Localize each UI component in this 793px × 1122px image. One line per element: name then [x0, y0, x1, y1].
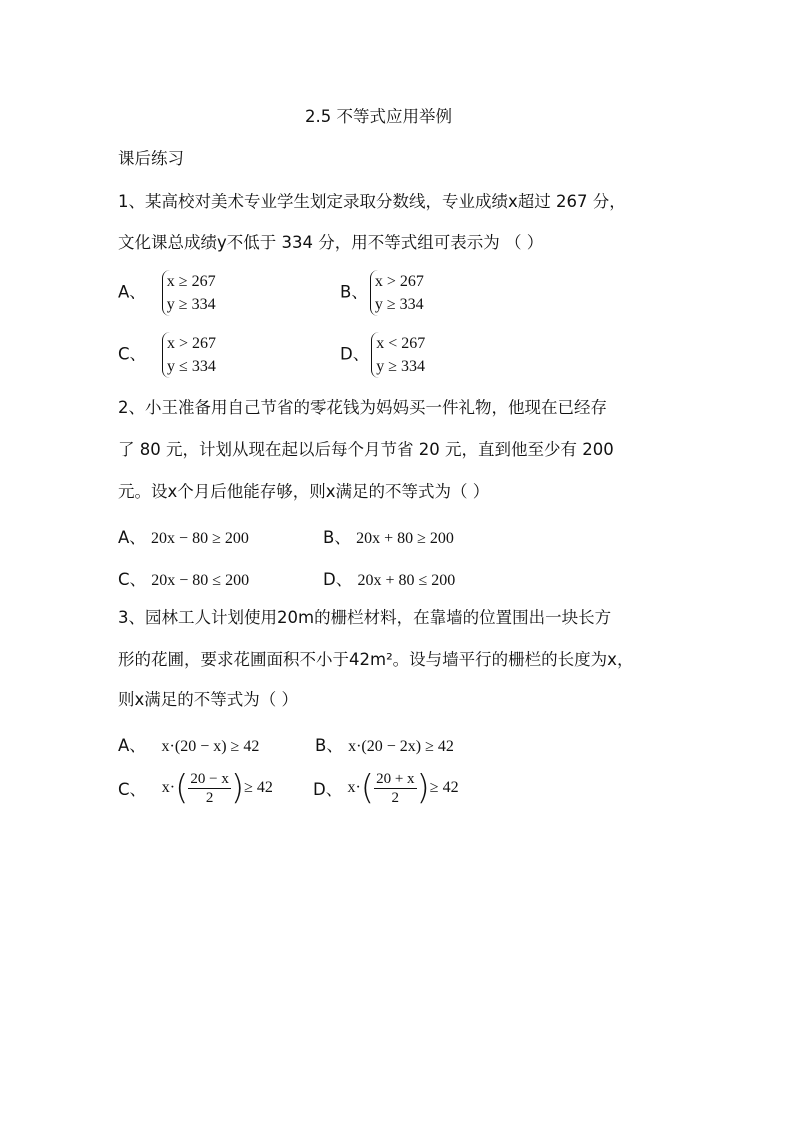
q1-option-d [340, 332, 425, 378]
q2-option-a [118, 524, 249, 548]
fraction-denominator: 2 [205, 789, 214, 806]
option-label: C、 [118, 570, 147, 589]
option-label: B、 [323, 528, 351, 547]
option-label: A、 [118, 528, 146, 547]
q1-option-a [118, 270, 216, 316]
q3-option-c: C、 x·( $\frac{20 - x}{2}$ )≥ 42 [118, 768, 273, 808]
q3-text-line2: 形的花圃，要求花圃面积不小于42m²。设与墙平行的栅栏的长度为x， [118, 650, 634, 669]
q3-text-line3: 则x满足的不等式为（ ） [118, 690, 299, 709]
q3-option-b [315, 732, 454, 756]
q2-text-line1: 2、小王准备用自己节省的零花钱为妈妈买一件礼物，他现在已经存 [118, 398, 607, 417]
option-expr: 20x − 80 ≥ 200 [151, 530, 249, 547]
option-label: C、 [118, 780, 147, 799]
option-expr: x·(20 − x) ≥ 42 [161, 738, 260, 755]
q1-text-line1: 1、某高校对美术专业学生划定录取分数线，专业成绩x超过 267 分， [118, 192, 626, 211]
sys-row: y ≥ 334 [376, 358, 425, 375]
option-expr: x· [161, 779, 176, 796]
option-label: D、 [313, 780, 343, 799]
option-label: C、 [118, 344, 147, 364]
option-label: D、 [340, 344, 370, 364]
fraction-numerator: 20 − x [190, 770, 229, 787]
option-expr: ≥ 42 [429, 779, 459, 796]
option-label: B、 [340, 282, 368, 302]
fraction-numerator: 20 + x [376, 770, 415, 787]
q2-option-b [323, 524, 454, 548]
q2-text-line2: 了 80 元，计划从现在起以后每个月节省 20 元，直到他至少有 200 [118, 440, 614, 459]
option-expr: 20x + 80 ≥ 200 [356, 530, 454, 547]
q3-text-line1: 3、园林工人计划使用20m的栅栏材料，在靠墙的位置围出一块长方 [118, 608, 612, 627]
sys-row: x > 267 [374, 273, 424, 290]
option-expr: x· [347, 779, 361, 796]
option-label: B、 [315, 736, 343, 755]
q1-text-line2: 文化课总成绩y不低于 334 分，用不等式组可表示为 （ ） [118, 233, 544, 252]
section-heading: 课后练习 [118, 149, 184, 168]
sys-row: y ≥ 334 [374, 296, 424, 313]
q3-option-d: D、 x·( $\frac{20 + x}{2}$ )≥ 42 [313, 768, 459, 808]
q2-option-c [118, 566, 249, 590]
page-title: 2.5 不等式应用举例 [305, 107, 452, 126]
q1-option-c [118, 332, 216, 378]
option-expr: ≥ 42 [244, 779, 273, 796]
sys-row: x < 267 [376, 335, 426, 352]
option-label: A、 [118, 282, 146, 302]
q2-text-line3: 元。设x个月后他能存够，则x满足的不等式为（ ） [118, 482, 490, 501]
option-expr: 20x − 80 ≤ 200 [151, 572, 250, 589]
option-label: A、 [118, 736, 146, 755]
sys-row: y ≤ 334 [167, 358, 216, 375]
q2-option-d [323, 566, 455, 590]
fraction-denominator: 2 [391, 789, 400, 806]
option-expr: 20x + 80 ≤ 200 [357, 572, 456, 589]
option-label: D、 [323, 570, 353, 589]
sys-row: y ≥ 334 [166, 296, 216, 313]
option-expr: x·(20 − 2x) ≥ 42 [348, 738, 454, 755]
sys-row: x ≥ 267 [166, 273, 216, 290]
sys-row: x > 267 [167, 335, 217, 352]
q1-option-b [340, 270, 424, 316]
q3-option-a [118, 732, 259, 756]
